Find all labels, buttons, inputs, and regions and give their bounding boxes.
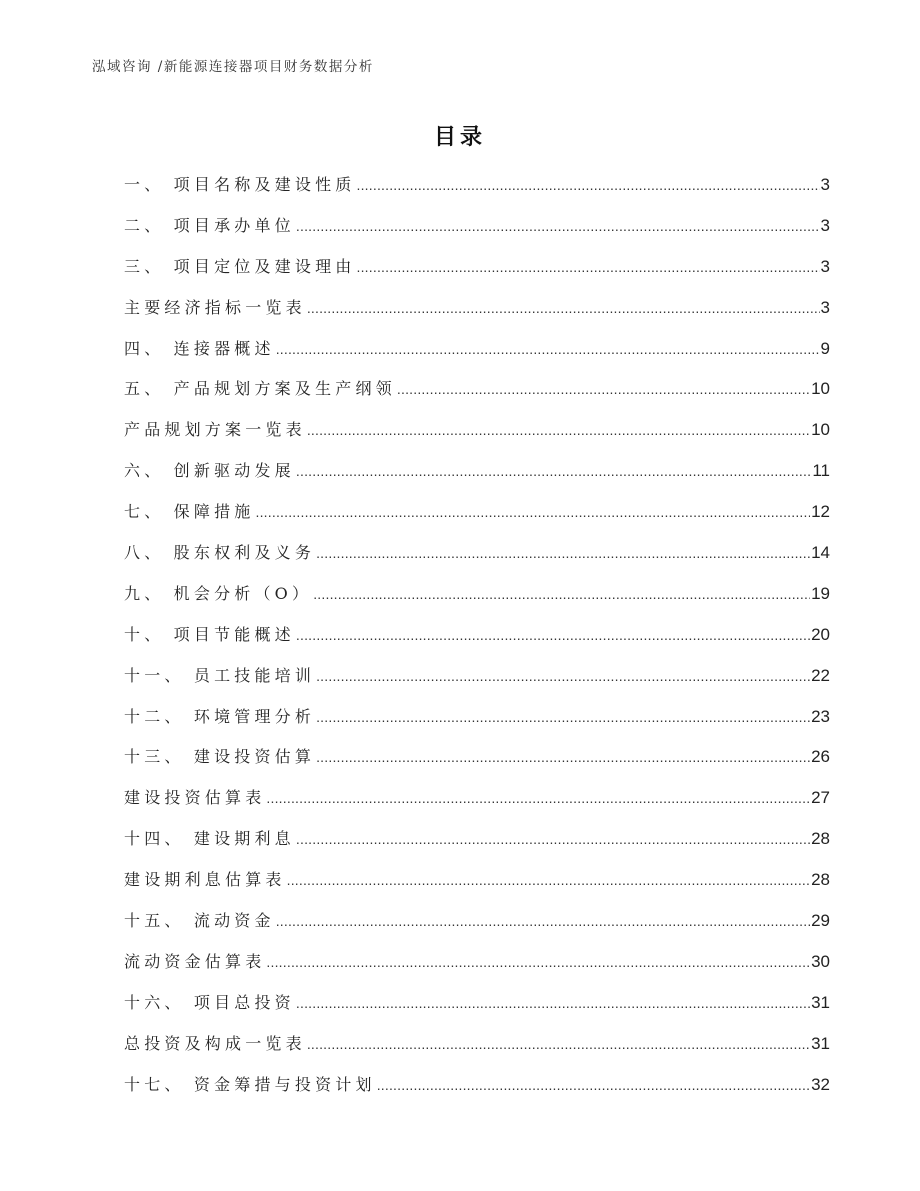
toc-page-number[interactable]: 3 [820,175,830,194]
toc-entry-label[interactable]: 建设期利息估算表 [124,870,286,890]
toc-page-number[interactable]: 10 [811,420,830,440]
toc-entry[interactable] [124,1031,830,1072]
toc-entry-label[interactable]: 六、 创新驱动发展 [124,461,295,481]
toc-page-number[interactable]: 28 [811,829,830,849]
toc-entry[interactable] [124,704,830,745]
toc-dot-leader [307,422,810,438]
toc-entry[interactable] [124,499,830,540]
toc-entry[interactable] [124,908,830,949]
toc-entry[interactable] [124,376,830,417]
toc-entry-label[interactable]: 十二、 环境管理分析 [124,706,316,726]
toc-entry[interactable] [124,540,830,581]
toc-dot-leader [287,872,810,888]
toc-entry[interactable] [124,417,830,458]
toc-entry[interactable] [124,663,830,704]
toc-page-number[interactable]: 19 [811,583,830,603]
toc-entry-label[interactable]: 产品规划方案一览表 [124,420,306,440]
toc-entry-label[interactable]: 七、 保障措施 [124,502,255,522]
toc-entry-label[interactable]: 建设投资估算表 [124,788,266,808]
toc-title: 目录 [433,125,486,150]
toc-dot-leader [296,463,811,479]
toc-page-number[interactable]: 29 [811,911,830,931]
toc-entry-label[interactable]: 一、 项目名称及建设性质 [124,175,356,194]
toc-entry-label[interactable]: 十一、 员工技能培训 [124,665,316,685]
toc-dot-leader [296,995,810,1011]
toc-dot-leader [296,627,810,643]
toc-page-number[interactable]: 14 [811,543,830,563]
toc-entry[interactable] [124,990,830,1031]
toc-page-number[interactable]: 32 [811,1074,830,1094]
toc-entry-label[interactable]: 总投资及构成一览表 [124,1033,306,1053]
toc-entry-label[interactable]: 八、 股东权利及义务 [124,543,316,563]
toc-entry-label[interactable]: 四、 连接器概述 [124,338,275,358]
toc-page-number[interactable]: 28 [811,870,830,890]
toc-entry-label[interactable]: 二、 项目承办单位 [124,215,295,235]
toc-entry[interactable] [124,213,830,254]
toc-entry-label[interactable]: 十五、 流动资金 [124,911,275,931]
table-of-contents [124,172,830,1112]
toc-entry[interactable] [124,785,830,826]
toc-dot-leader [266,954,810,970]
toc-entry[interactable] [124,867,830,908]
toc-entry-label[interactable]: 主要经济指标一览表 [124,297,306,317]
toc-entry-label[interactable]: 三、 项目定位及建设理由 [124,256,356,276]
toc-entry[interactable] [124,254,830,295]
toc-entry[interactable] [124,1072,830,1113]
toc-dot-leader [276,913,810,929]
toc-dot-leader [357,259,820,275]
toc-page-number[interactable]: 10 [811,379,830,399]
toc-page-number[interactable]: 9 [820,338,830,358]
toc-entry[interactable] [124,949,830,990]
toc-entry[interactable] [124,581,830,622]
toc-page-number[interactable]: 11 [812,461,830,481]
toc-page-number[interactable]: 3 [820,215,830,235]
running-header: 泓域咨询 /新能源连接器项目财务数据分析 [92,59,374,75]
toc-dot-leader [266,790,810,806]
toc-entry[interactable] [124,172,830,213]
toc-page-number[interactable]: 22 [811,665,830,685]
toc-entry-label[interactable]: 十七、 资金筹措与投资计划 [124,1074,376,1094]
toc-entry[interactable] [124,622,830,663]
toc-dot-leader [296,218,820,234]
toc-entry[interactable] [124,336,830,377]
toc-dot-leader [316,709,810,725]
toc-page-number[interactable]: 12 [811,502,830,522]
toc-page-number[interactable]: 23 [811,706,830,726]
toc-entry-label[interactable]: 十、 项目节能概述 [124,624,295,644]
toc-page-number[interactable]: 31 [811,992,830,1012]
toc-entry-label[interactable]: 九、 机会分析（O） [124,583,313,603]
toc-dot-leader [313,586,810,602]
toc-dot-leader [397,381,810,397]
toc-entry-label[interactable]: 十六、 项目总投资 [124,992,295,1012]
toc-dot-leader [357,177,820,193]
toc-entry-label[interactable]: 五、 产品规划方案及生产纲领 [124,379,396,399]
toc-dot-leader [276,341,820,357]
toc-dot-leader [316,749,810,765]
toc-dot-leader [307,300,820,316]
toc-dot-leader [316,545,810,561]
toc-entry[interactable] [124,826,830,867]
toc-entry-label[interactable]: 十四、 建设期利息 [124,829,295,849]
toc-entry-label[interactable]: 十三、 建设投资估算 [124,747,316,767]
toc-dot-leader [256,504,811,520]
toc-page-number[interactable]: 20 [811,624,830,644]
toc-page-number[interactable]: 31 [811,1033,830,1053]
toc-page-number[interactable]: 27 [811,788,830,808]
toc-dot-leader [296,831,810,847]
toc-page-number[interactable]: 26 [811,747,830,767]
toc-entry[interactable] [124,458,830,499]
toc-entry-label[interactable]: 流动资金估算表 [124,951,266,971]
toc-entry[interactable] [124,744,830,785]
toc-dot-leader [307,1036,810,1052]
toc-entry[interactable] [124,295,830,336]
toc-dot-leader [377,1077,810,1093]
toc-page-number[interactable]: 3 [820,297,830,317]
toc-page-number[interactable]: 3 [820,256,830,276]
toc-dot-leader [316,668,810,684]
toc-page-number[interactable]: 30 [811,951,830,971]
